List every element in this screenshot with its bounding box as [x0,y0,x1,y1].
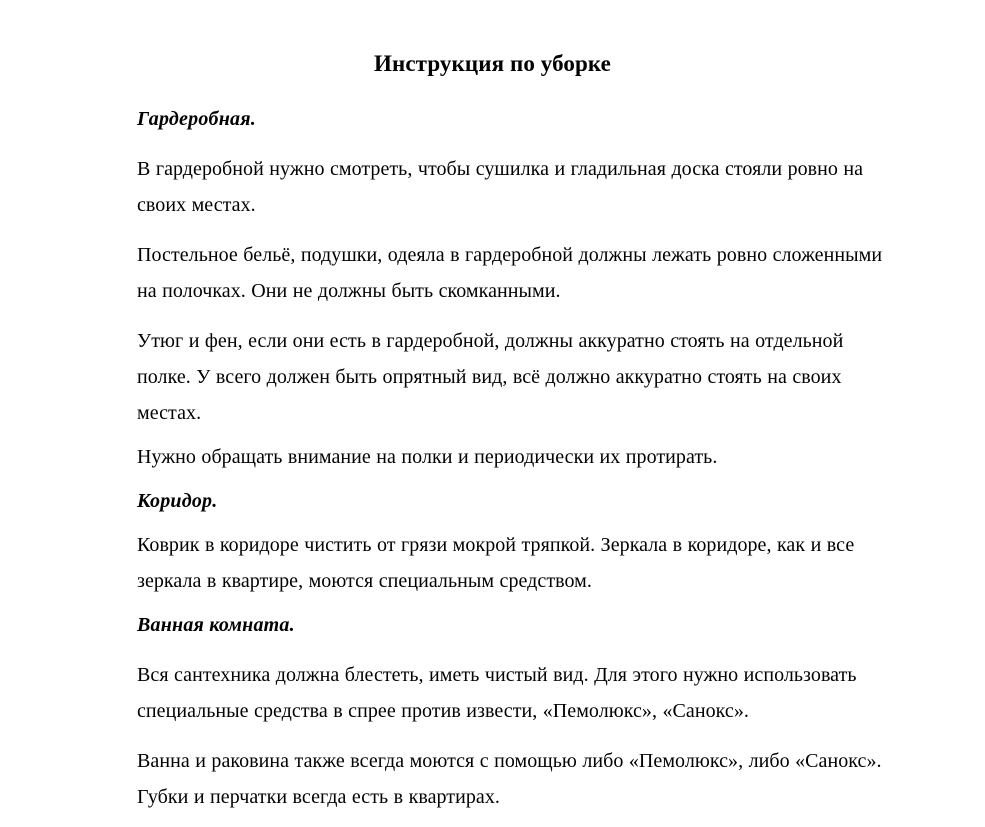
spacer [137,309,885,323]
document-body [137,101,885,815]
spacer [137,643,885,657]
paragraph-corridor-1: Коврик в коридоре чистить от грязи мокрой тряпкой. Зеркала в коридоре, как и все зеркала в квартире, моются специальным средством. [137,534,855,592]
spacer [137,137,885,151]
section-wardrobe [137,101,885,475]
section-heading-corridor: Коридор. [137,490,218,512]
paragraph-wardrobe-1: В гардеробной нужно смотреть, чтобы сушилка и гладильная доска стояли ровно на своих местах. [137,158,864,216]
page-title: Инструкция по уборке [374,51,611,76]
spacer [137,223,885,237]
paragraph-wardrobe-4: Нужно обращать внимание на полки и периодически их протирать. [137,446,718,468]
paragraph-bathroom-2: Ванна и раковина также всегда моются с помощью либо «Пемолюкс», либо «Санокс». Губки и перчатки всегда есть в квартирах. [137,750,882,808]
spacer [137,431,885,439]
spacer [137,599,885,607]
section-bathroom [137,607,885,815]
paragraph-wardrobe-3: Утюг и фен, если они есть в гардеробной, должны аккуратно стоять на отдельной полке. У всего должен быть опрятный вид, всё должно аккуратно стоять на своих местах. [137,330,844,424]
paragraph-bathroom-1: Вся сантехника должна блестеть, иметь чистый вид. Для этого нужно использовать специальные средства в спрее против извести, «Пемолюкс», «Санокс». [137,664,857,722]
spacer [137,729,885,743]
section-heading-wardrobe: Гардеробная. [137,108,256,130]
paragraph-wardrobe-2: Постельное бельё, подушки, одеяла в гардеробной должны лежать ровно сложенными на полочках. Они не должны быть скомканными. [137,244,883,302]
section-corridor [137,483,885,599]
spacer [137,519,885,527]
section-heading-bathroom: Ванная комната. [137,614,295,636]
spacer [137,475,885,483]
